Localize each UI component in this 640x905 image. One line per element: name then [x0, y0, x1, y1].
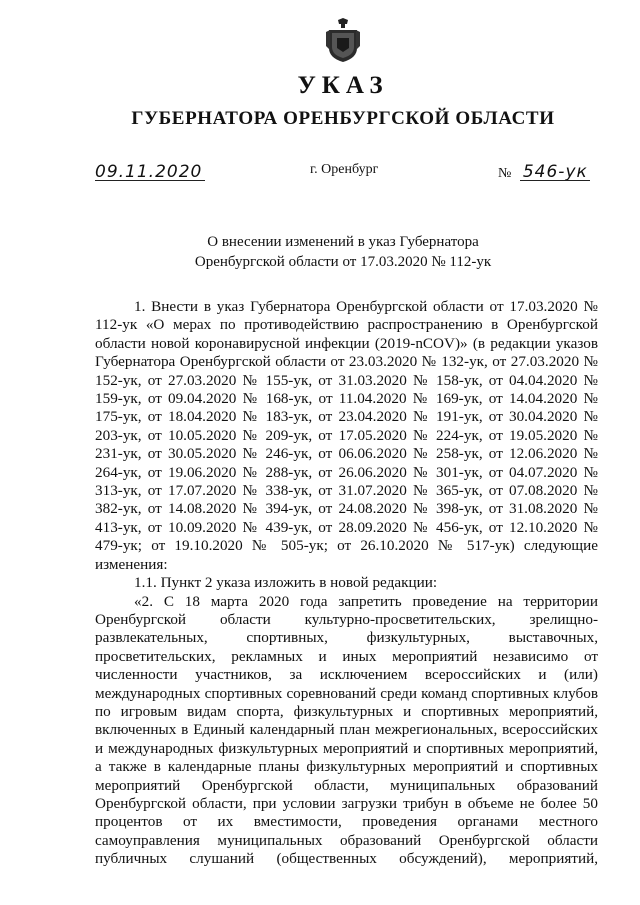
date-underline — [95, 180, 205, 181]
issue-city: г. Оренбург — [310, 162, 379, 177]
decree-title: УКАЗ — [297, 72, 389, 99]
paragraph-1: 1. Внести в указ Губернатора Оренбургской области от 17.03.2020 № 112-ук «О мерах по противодействию распространению в Оренбургской области новой коронавирусной инфекции (2019-nCOV)» (в редакции указов Губернатора Оренбургской области от 23.03.2020 № 132-ук, от 27.03.2020 № 152-ук, от 27.03.2020 № 155-ук, от 31.03.2020 № 158-ук, от 04.04.2020 № 159-ук, от 09.04.2020 № 168-ук, от 11.04.2020 № 169-ук, от 14.04.2020 № 175-ук, от 18.04.2020 № 183-ук, от 23.04.2020 № 191-ук, от 30.04.2020 № 203-ук, от 10.05.2020 № 209-ук, от 17.05.2020 № 224-ук, от 19.05.2020 № 231-ук, от 30.05.2020 № 246-ук, от 06.06.2020 № 258-ук, от 12.06.2020 № 264-ук, от 19.06.2020 № 288-ук, от 26.06.2020 № 301-ук, от 04.07.2020 № 313-ук, от 17.07.2020 № 338-ук, от 31.07.2020 № 365-ук, от 07.08.2020 № 382-ук, от 14.08.2020 № 394-ук, от 24.08.2020 № 398-ук, от 31.08.2020 № 413-ук, от 10.09.2020 № 439-ук, от 28.09.2020 № 456-ук, от 12.10.2020 № 479-ук; от 19.10.2020 № 505-ук; от 26.10.2020 № 517-ук) следующие изменения: — [95, 298, 598, 573]
paragraph-quote: «2. С 18 марта 2020 года запретить проведение на территории Оренбургской области культурно-просветительских, зрелищно-развлекательных, спортивных, физкультурных, выставочных, просветительских, рекламных и иных мероприятий независимо от численности участников, за исключением всероссийских и (или) международных спортивных соревнований среди команд спортивных клубов по игровым видам спорта, физкультурных и спортивных мероприятий, включенных в Единый календарный план межрегиональных, всероссийских и международных физкультурных мероприятий и спортивных мероприятий, а также в календарные планы физкультурных мероприятий и спортивных мероприятий Оренбургской области, муниципальных образований Оренбургской области, при условии загрузки трибун в объеме не более 50 процентов от их вместимости, проведения органами местного самоуправления муниципальных образований Оренбургской области публичных слушаний (общественных обсуждений), мероприятий, — [95, 592, 598, 868]
coat-of-arms-icon — [326, 18, 360, 62]
document-heading-line-1: О внесении изменений в указ Губернатора — [207, 234, 479, 250]
number-prefix: № — [498, 166, 512, 181]
number-underline — [520, 180, 590, 181]
decree-date: 09.11.2020 — [95, 162, 203, 182]
document-heading-line-2: Оренбургской области от 17.03.2020 № 112-ук — [194, 254, 492, 270]
number-value: 546-ук — [522, 162, 588, 182]
paragraph-1-1: 1.1. Пункт 2 указа изложить в новой редакции: — [134, 574, 438, 592]
document-heading — [0, 232, 640, 272]
issuer-heading: ГУБЕРНАТОРА ОРЕНБУРГСКОЙ ОБЛАСТИ — [131, 108, 555, 129]
decree-number — [498, 162, 588, 182]
decree-body — [95, 298, 598, 869]
